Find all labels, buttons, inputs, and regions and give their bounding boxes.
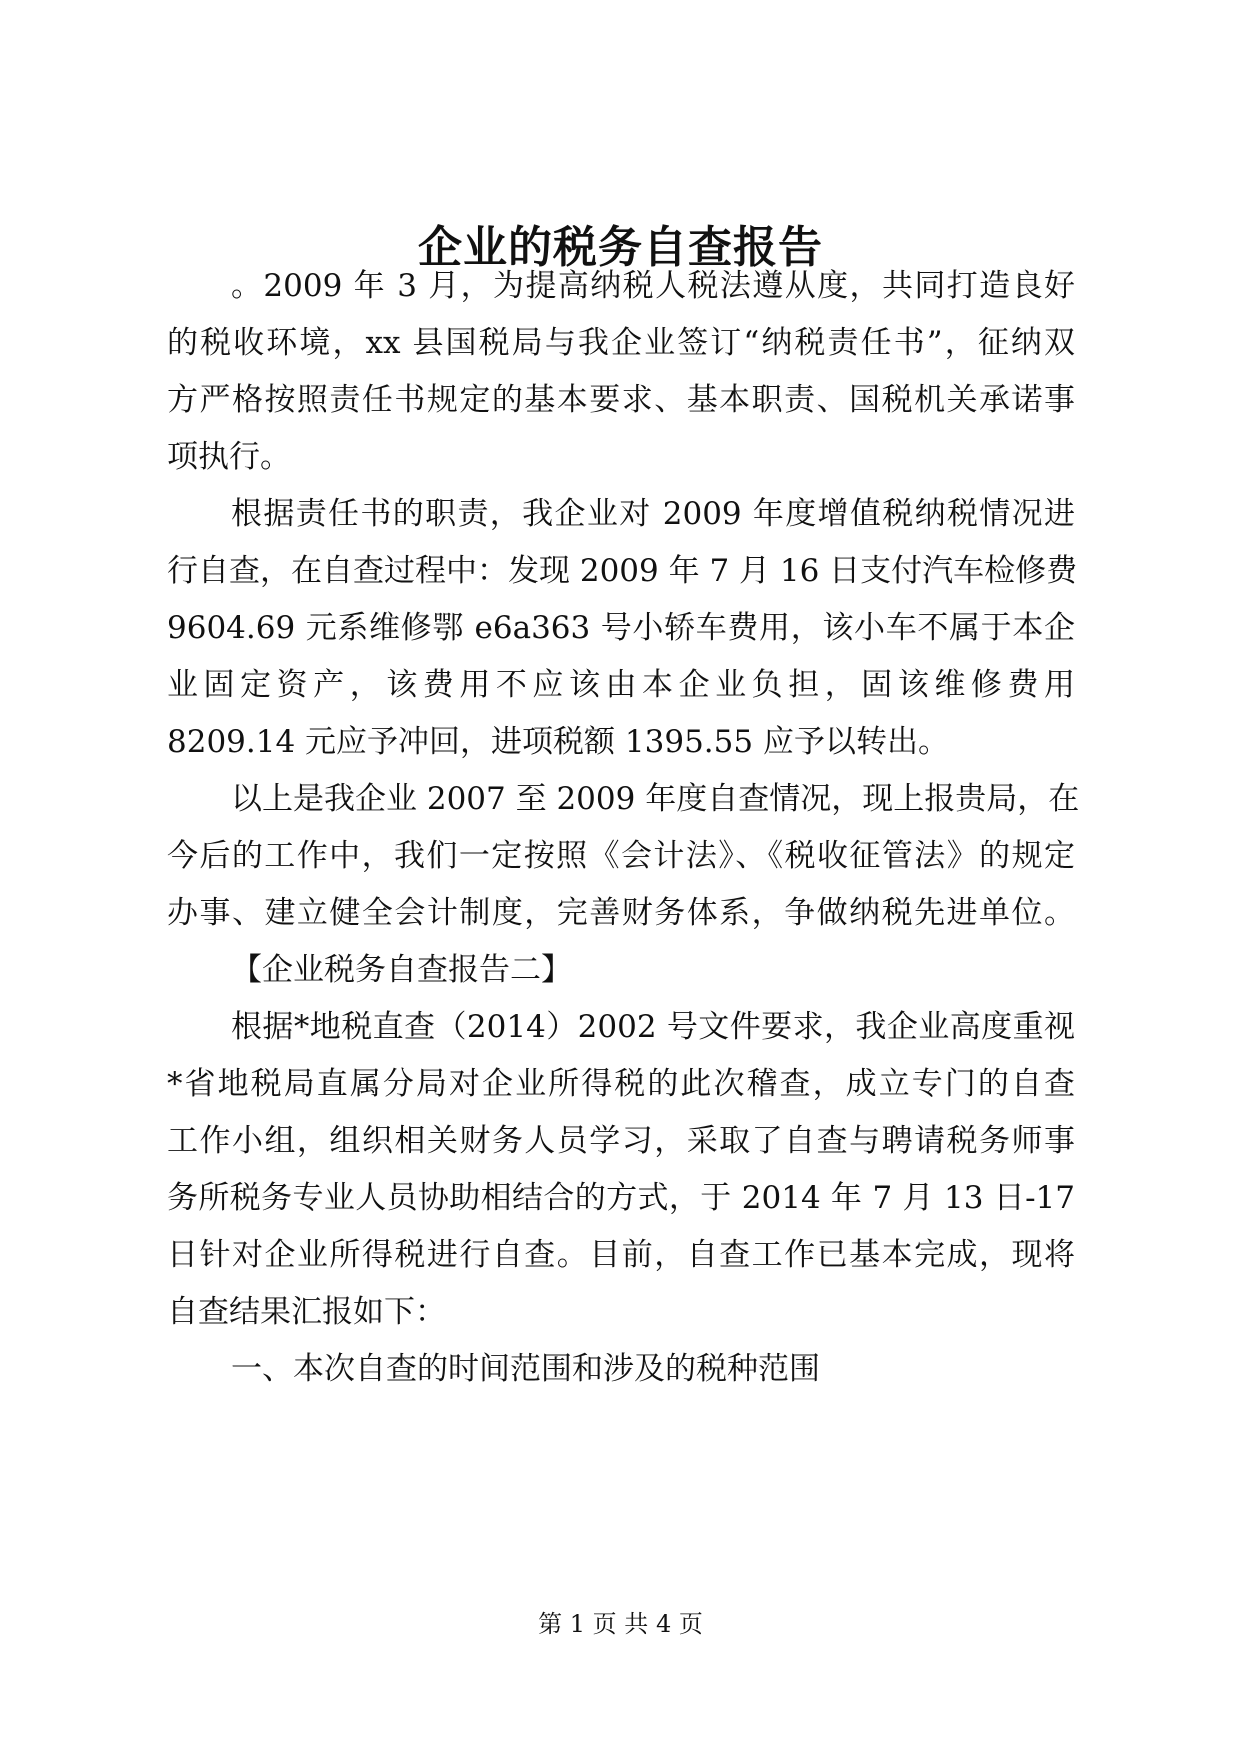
page-number: 第 1 页 共 4 页 — [538, 1610, 703, 1638]
paragraph-4-line-2: *省地税局直属分局对企业所得税的此次稽查，成立专门的自查 — [167, 1066, 1075, 1102]
section-heading-one: 一、本次自查的时间范围和涉及的税种范围 — [231, 1351, 820, 1387]
paragraph-1-line-3: 方严格按照责任书规定的基本要求、基本职责、国税机关承诺事 — [167, 382, 1075, 418]
paragraph-4-line-6: 自查结果汇报如下： — [167, 1294, 446, 1330]
paragraph-3-line-3: 办事、建立健全会计制度，完善财务体系，争做纳税先进单位。 — [167, 895, 1075, 931]
document-title: 企业的税务自查报告 — [418, 222, 823, 273]
paragraph-4-line-5: 日针对企业所得税进行自查。目前，自查工作已基本完成，现将 — [167, 1237, 1075, 1273]
paragraph-1-line-2: 的税收环境，xx 县国税局与我企业签订“纳税责任书”，征纳双 — [167, 325, 1075, 361]
paragraph-4-line-3: 工作小组，组织相关财务人员学习，采取了自查与聘请税务师事 — [167, 1123, 1075, 1159]
paragraph-4-line-4: 务所税务专业人员协助相结合的方式，于 2014 年 7 月 13 日-17 — [167, 1180, 1075, 1216]
paragraph-2-line-1: 根据责任书的职责，我企业对 2009 年度增值税纳税情况进 — [231, 496, 1075, 532]
section-heading-report-two: 【企业税务自查报告二】 — [231, 952, 572, 988]
paragraph-1-line-4: 项执行。 — [167, 439, 291, 475]
paragraph-1-line-1: 。2009 年 3 月，为提高纳税人税法遵从度，共同打造良好 — [231, 268, 1075, 304]
paragraph-2-line-4: 业固定资产，该费用不应该由本企业负担，固该维修费用 — [167, 667, 1075, 703]
paragraph-2-line-5: 8209.14 元应予冲回，进项税额 1395.55 应予以转出。 — [167, 724, 949, 760]
paragraph-3-line-2: 今后的工作中，我们一定按照《会计法》、《税收征管法》的规定 — [167, 838, 1075, 874]
paragraph-2-line-2: 行自查，在自查过程中：发现 2009 年 7 月 16 日支付汽车检修费 — [167, 553, 1078, 589]
paragraph-3-line-1: 以上是我企业 2007 至 2009 年度自查情况，现上报贵局，在 — [231, 781, 1080, 817]
paragraph-4-line-1: 根据*地税直查（2014）2002 号文件要求，我企业高度重视 — [231, 1009, 1075, 1045]
paragraph-2-line-3: 9604.69 元系维修鄂 e6a363 号小轿车费用，该小车不属于本企 — [167, 610, 1075, 646]
